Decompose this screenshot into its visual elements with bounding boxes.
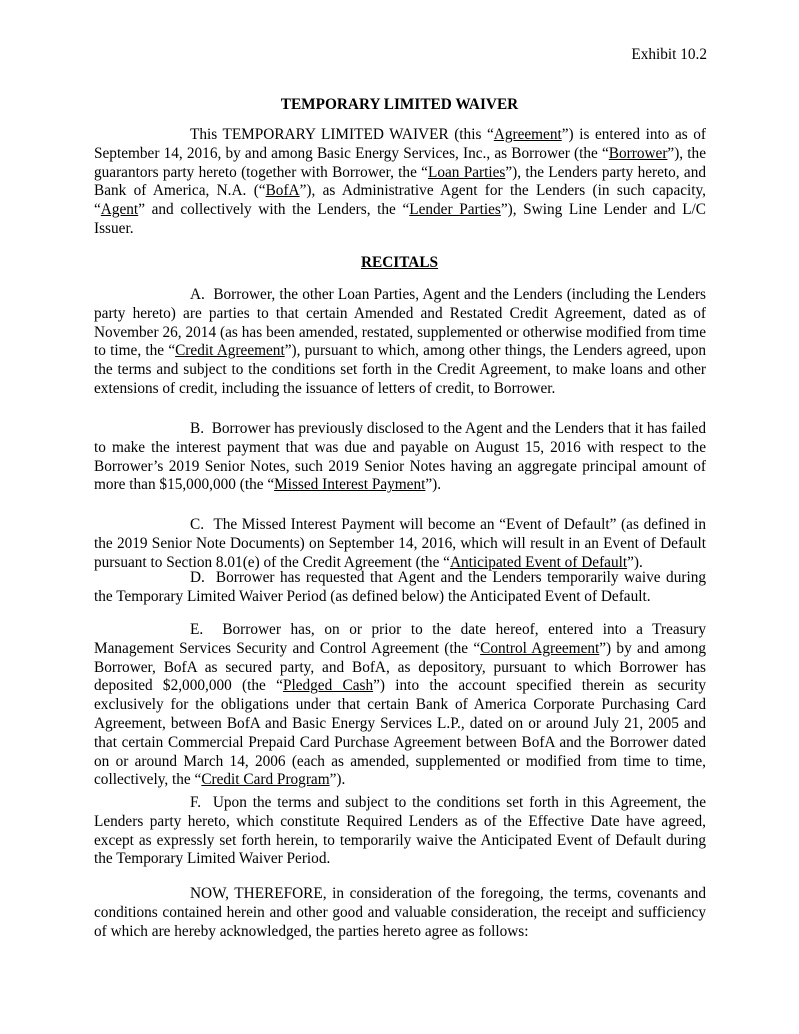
recital-e-text-4: ”).	[329, 771, 346, 789]
recital-e-text-2: ”) by and among Borrower, BofA as secured party, and BofA, as depository, pursuant to which Borrower has deposited $2,000,000 (the “	[94, 639, 707, 695]
defined-term-missed-interest-payment: Missed Interest Payment	[274, 476, 426, 494]
recital-c-text-2: ”).	[627, 553, 643, 571]
intro-text-3: ”), the guarantors party hereto (together with Borrower, the “	[94, 144, 706, 181]
intro-text-6: ” and collectively with the Lenders, the “	[138, 201, 410, 219]
recital-f-text-1: F. Upon the terms and subject to the conditions set forth in this Agreement, the Lenders party hereto, which constitute Required Lenders as of the Effective Date have agreed, except as expressly set forth herein, to temporarily waive the Anticipated Event of Default during the Temporary Limited Waiver Period.	[94, 794, 706, 868]
recital-d-text-1: D. Borrower has requested that Agent and the Lenders temporarily waive during the Temporary Limited Waiver Period (as defined below) the Anticipated Event of Default.	[94, 569, 706, 605]
defined-term-loan-parties: Loan Parties	[427, 163, 506, 181]
recital-a-text-1: A. Borrower, the other Loan Parties, Agent and the Lenders (including the Lenders party hereto) are parties to that certain Amended and Restated Credit Agreement, dated as of November 26, 2014 (as has been amended, restated, supplemented or otherwise modified from time to time, the “	[94, 286, 706, 360]
defined-term-agreement: Agreement	[493, 126, 562, 143]
intro-text-5: ”), as Administrative Agent for the Lenders (in such capacity, “	[94, 182, 707, 219]
defined-term-agent: Agent	[100, 201, 139, 219]
recital-b-text-1: B. Borrower has previously disclosed to the Agent and the Lenders that it has failed to make the interest payment that was due and payable on August 15, 2016 with respect to the Borrower’s 2019 Senior Notes, such 2019 Senior Notes having an aggregate principal amount of more than $15,000,000 (the “	[94, 420, 706, 494]
intro-text-7: ”), Swing Line Lender and L/C Issuer.	[94, 201, 706, 237]
recital-f-paragraph	[94, 794, 706, 869]
intro-text-4: ”), the Lenders party hereto, and Bank of America, N.A. (“	[94, 163, 706, 200]
defined-term-pledged-cash: Pledged Cash	[282, 677, 374, 695]
defined-term-credit-agreement: Credit Agreement	[175, 342, 285, 360]
defined-term-borrower: Borrower	[608, 144, 668, 162]
exhibit-label: Exhibit 10.2	[631, 46, 707, 63]
recital-b-paragraph	[94, 420, 706, 495]
recital-a-text-2: ”), pursuant to which, among other things, the Lenders agreed, upon the terms and subject to the conditions set forth in the Credit Agreement, to make loans and other extensions of credit, including the issuance of letters of credit, to Borrower.	[94, 342, 706, 397]
recital-e-paragraph	[94, 621, 706, 790]
now-therefore-paragraph	[94, 885, 706, 941]
now-therefore-text-1: NOW, THEREFORE, in consideration of the foregoing, the terms, covenants and conditions contained herein and other good and valuable consideration, the receipt and sufficiency of which are hereby acknowledged, the parties hereto agree as follows:	[94, 885, 706, 940]
recital-c-text-1: C. The Missed Interest Payment will become an “Event of Default” (as defined in the 2019 Senior Note Documents) on September 14, 2016, which will result in an Event of Default pursuant to Section 8.01(e) of the Credit Agreement (the “	[94, 516, 706, 571]
defined-term-control-agreement: Control Agreement	[480, 639, 600, 657]
recital-b-text-2: ”).	[425, 476, 442, 494]
document-title: TEMPORARY LIMITED WAIVER	[280, 96, 519, 113]
defined-term-lender-parties: Lender Parties	[409, 201, 501, 219]
intro-text-2: ”) is entered into as of September 14, 2016, by and among Basic Energy Services, Inc., as Borrower (the “	[94, 126, 706, 162]
recital-c-paragraph	[94, 516, 706, 572]
recital-e-text-1: E. Borrower has, on or prior to the date hereof, entered into a Treasury Management Services Security and Control Agreement (the “	[94, 621, 706, 657]
recital-e-text-3: ”) into the account specified therein as security exclusively for the obligations under that certain Bank of America Corporate Purchasing Card Agreement, between BofA and Basic Energy Services L.P., dated on or around July 21, 2005 and that certain Commercial Prepaid Card Purchase Agreement between BofA and the Borrower dated on or around March 14, 2006 (each as amended, supplemented or modified from time to time, collectively, the “	[94, 677, 706, 789]
recital-d-paragraph	[94, 569, 706, 607]
defined-term-credit-card-program: Credit Card Program	[201, 771, 330, 789]
defined-term-bofa: BofA	[265, 182, 300, 200]
recital-a-paragraph	[94, 286, 706, 399]
intro-text-1: This TEMPORARY LIMITED WAIVER (this “	[190, 126, 494, 143]
intro-paragraph	[94, 126, 706, 239]
defined-term-anticipated-event-of-default: Anticipated Event of Default	[449, 553, 628, 571]
recitals-heading: RECITALS	[360, 254, 439, 271]
